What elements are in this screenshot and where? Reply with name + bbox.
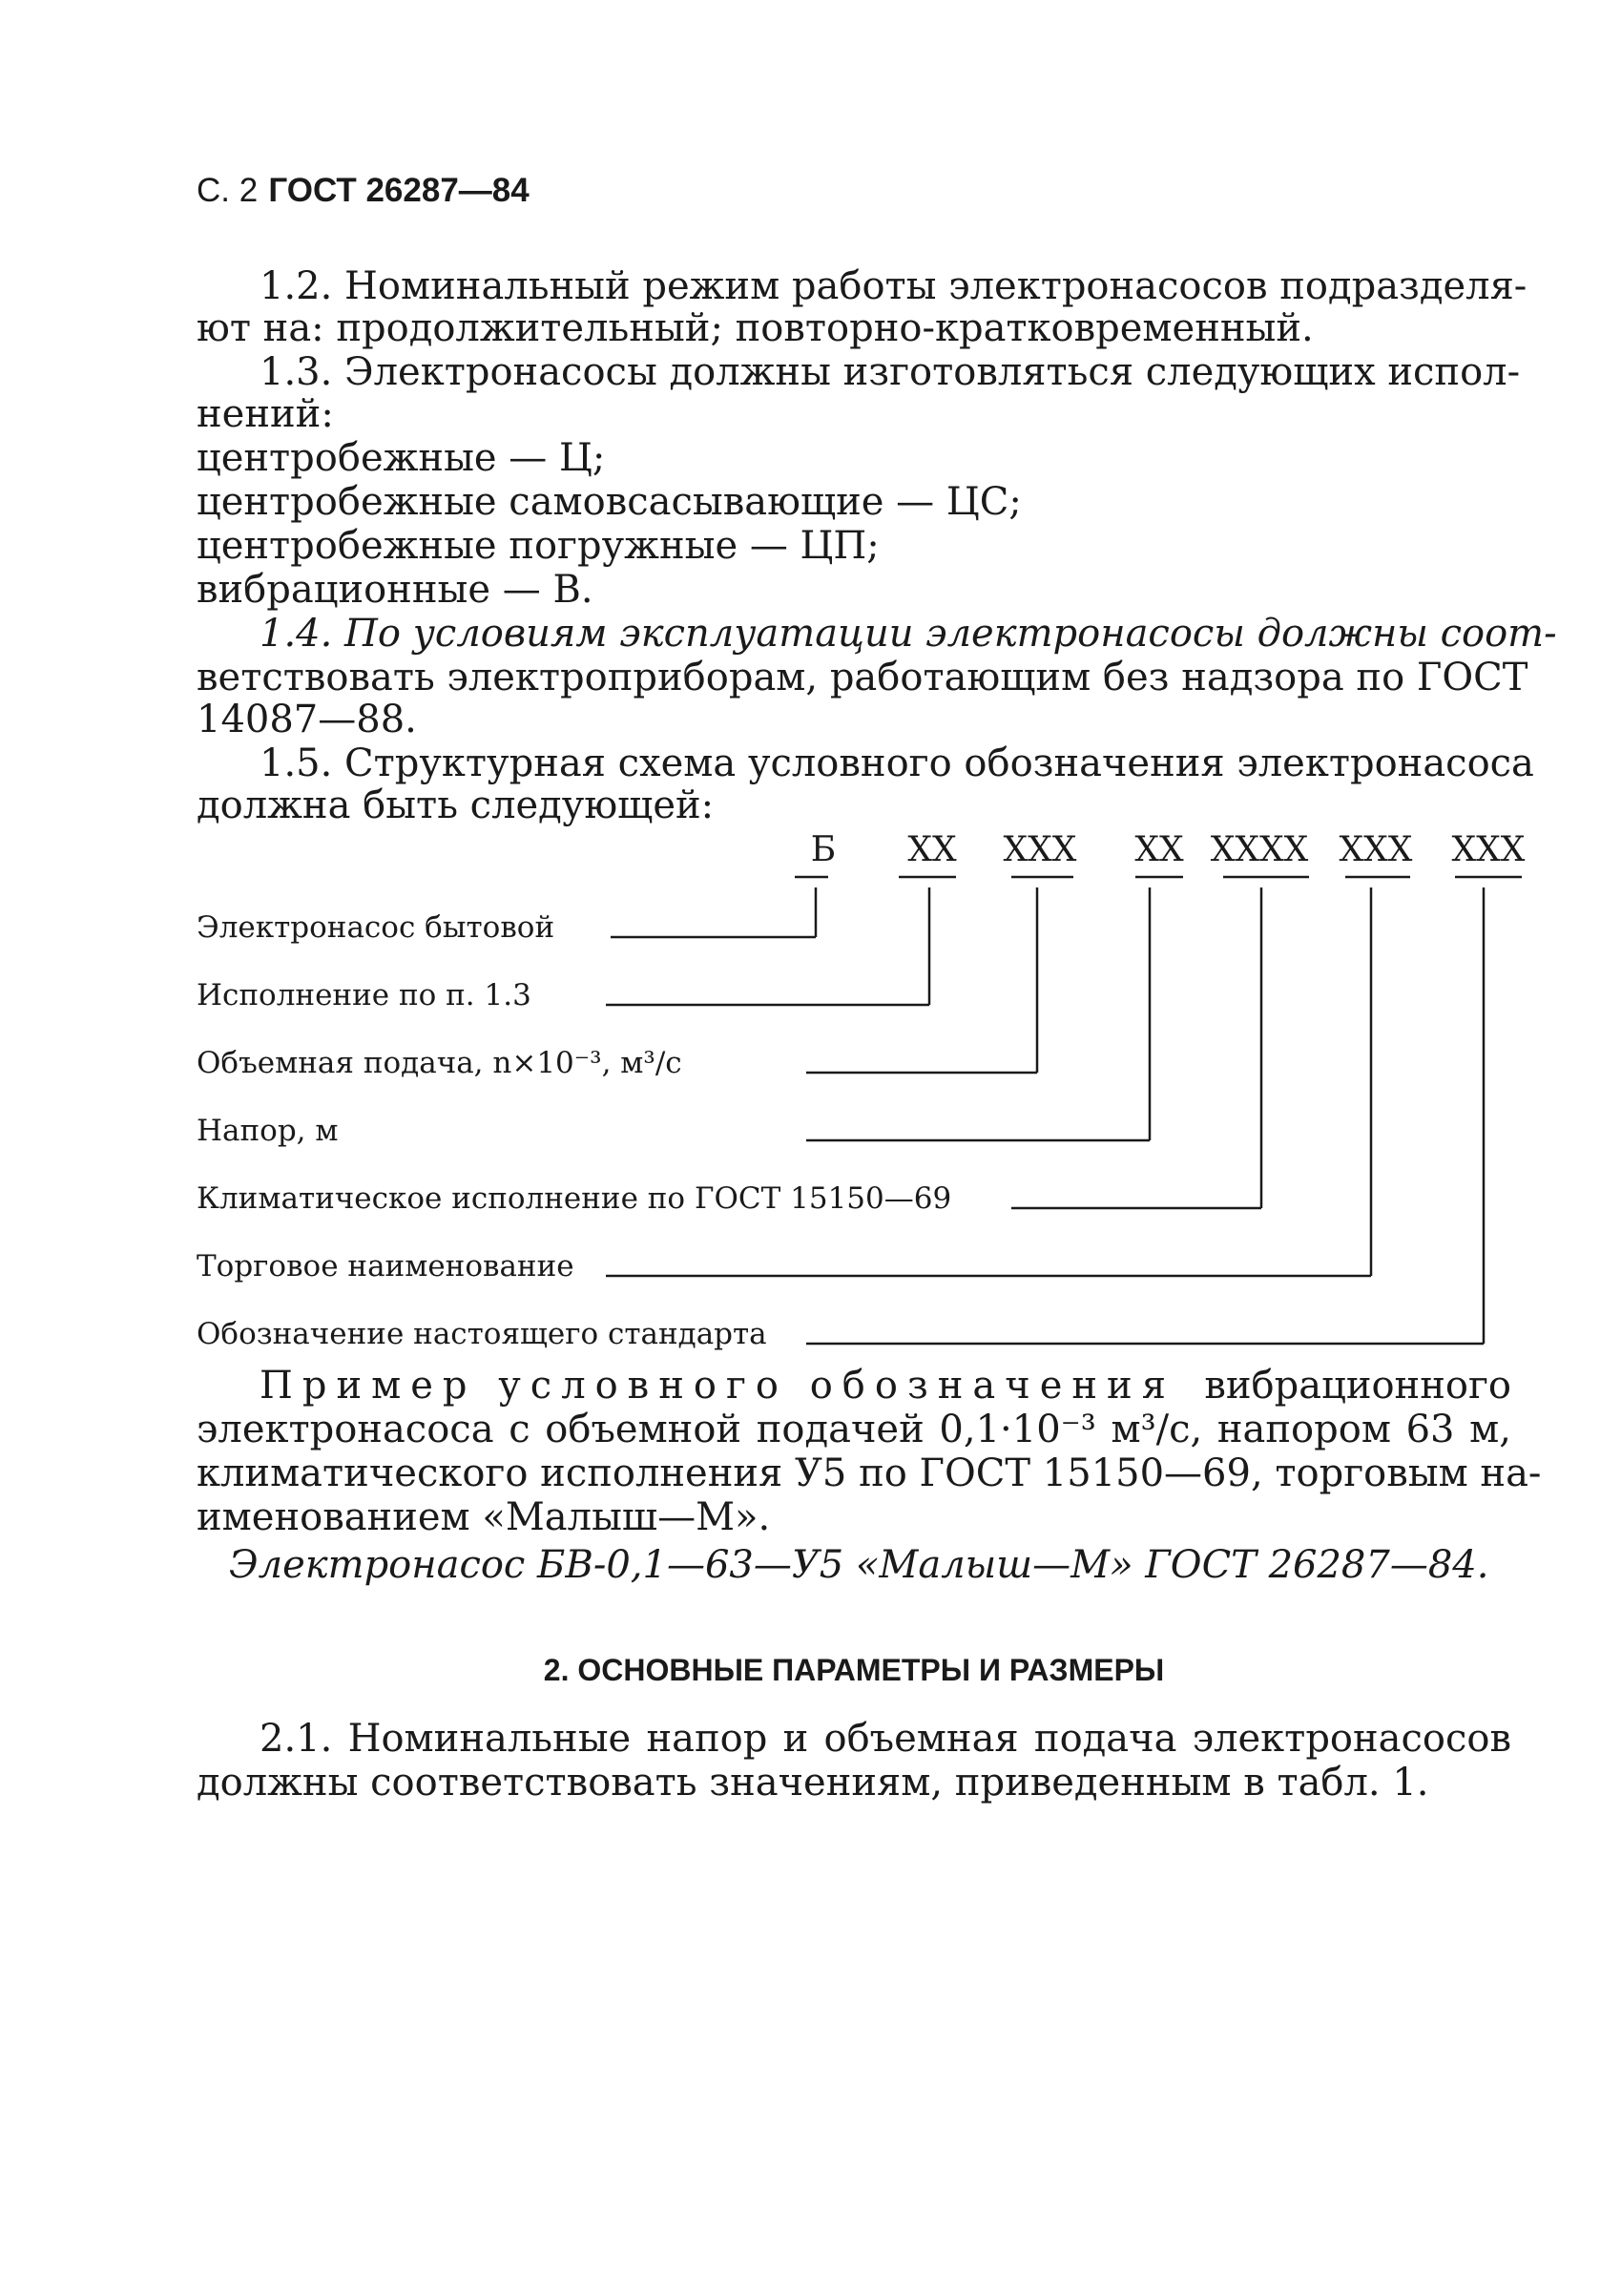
paragraph-1-3-line-2: нений: [197,392,334,436]
paragraph-1-2-line-1: 1.2. Номинальный режим работы электронасосов подразделя- [260,264,1527,308]
scheme-label: Климатическое исполнение по ГОСТ 15150—69 [197,1181,952,1216]
example-line-3: климатического исполнения У5 по ГОСТ 15150—69, торговым на- [197,1451,1542,1495]
example-line-4: именованием «Малыш—М». [197,1495,771,1539]
paragraph-1-4-line-2: ветствовать электроприборам, работающим без надзора по ГОСТ [197,656,1528,699]
example-heading: Пример условного обозначения [260,1364,1175,1408]
scheme-code: XXX [1451,830,1526,869]
paragraph-2-1-line-1: 2.1. Номинальные напор и объемная подача электронасосов [260,1717,1511,1761]
scheme-code: XXX [1339,830,1413,869]
scheme-label: Обозначение настоящего стандарта [197,1317,767,1351]
scheme-label: Торговое наименование [197,1249,574,1284]
paragraph-1-4-line-1: 1.4. По условиям эксплуатации электронасосы должны соот- [260,612,1557,656]
paragraph-1-5-line-1: 1.5. Структурная схема условного обозначения электронасоса [260,741,1534,785]
example-line-2: электронасоса с объемной подачей 0,1·10⁻³ м³/с, напором 63 м, [197,1408,1511,1451]
scheme-label: Объемная подача, n×10⁻³, м³/с [197,1046,682,1080]
standard-number: ГОСТ 26287—84 [268,172,530,209]
scheme-label: Напор, м [197,1114,339,1148]
paragraph-1-3-line-1: 1.3. Электронасосы должны изготовляться следующих испол- [260,350,1521,394]
variant-item: центробежные погружные — ЦП; [197,524,880,568]
scheme-code: XXXX [1210,830,1309,869]
page-number: С. 2 [197,172,259,209]
example-line-1-rest: вибрационного [1204,1364,1511,1408]
paragraph-1-4-line-3: 14087—88. [197,698,417,741]
variant-item: вибрационные — В. [197,568,593,612]
example-designation: Электронасос БВ-0,1—63—У5 «Малыш—М» ГОСТ 26287—84. [229,1543,1489,1587]
example-line-1 [260,1364,1511,1408]
variant-item: центробежные — Ц; [197,436,606,480]
scheme-code: XX [907,830,957,869]
scheme-code: XX [1134,830,1184,869]
variant-item: центробежные самовсасывающие — ЦС; [197,480,1022,524]
scheme-code: XXX [1003,830,1077,869]
section-title: 2. ОСНОВНЫЕ ПАРАМЕТРЫ И РАЗМЕРЫ [543,1653,1165,1687]
paragraph-2-1-line-2: должны соответствовать значениям, приведенным в табл. 1. [197,1761,1429,1805]
scheme-label: Электронасос бытовой [197,910,555,945]
paragraph-1-5-line-2: должна быть следующей: [197,783,715,827]
scheme-code: Б [810,830,837,869]
scheme-label: Исполнение по п. 1.3 [197,978,531,1012]
paragraph-1-2-line-2: ют на: продолжительный; повторно-кратковременный. [197,306,1314,350]
